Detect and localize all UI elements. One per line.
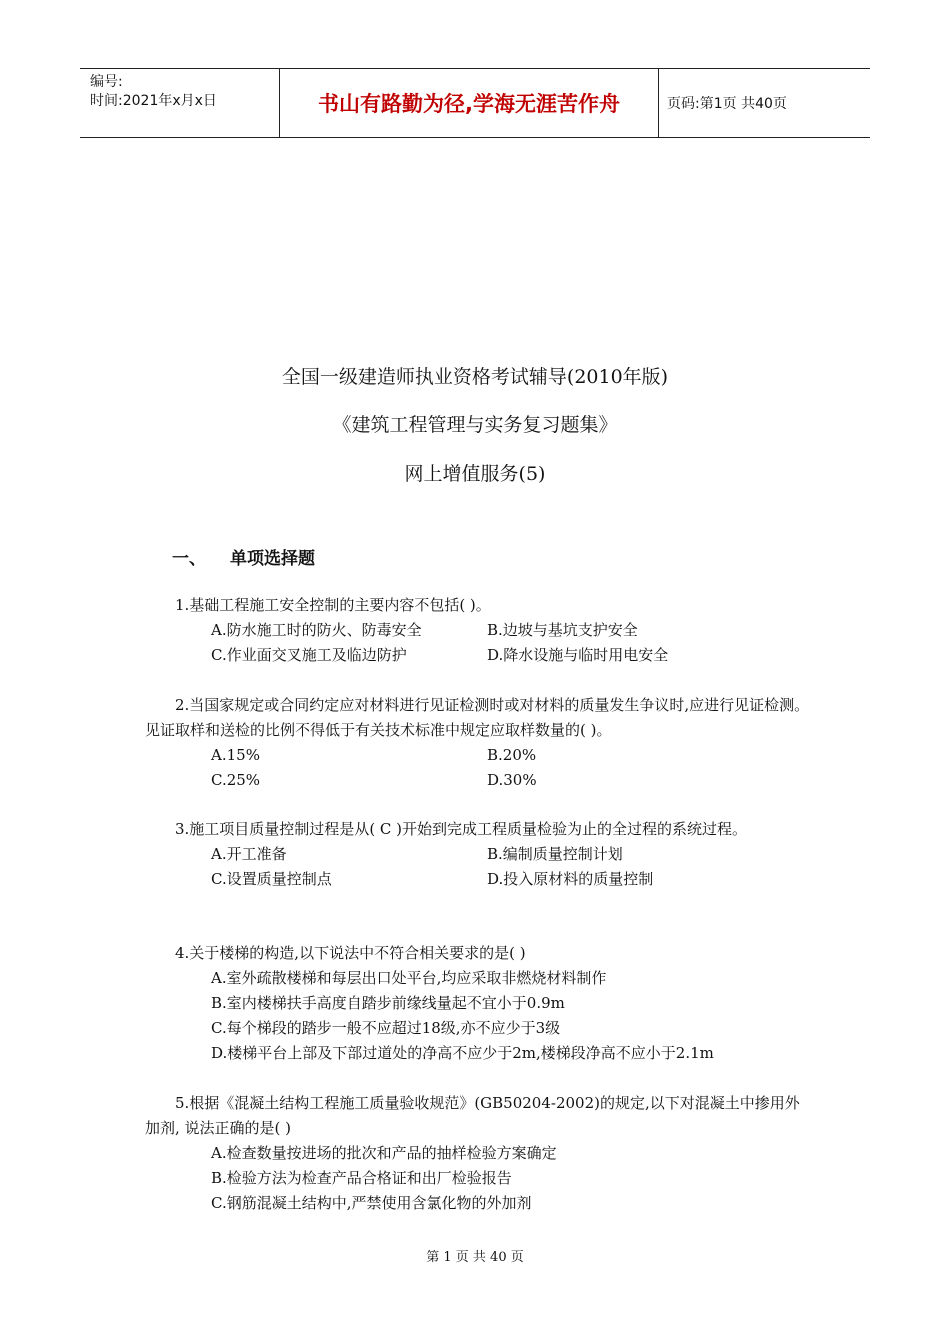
option-c: C.25%: [211, 771, 261, 789]
section-heading: [172, 544, 315, 569]
page-info: 页码:第1页 共40页: [667, 96, 787, 112]
question-stem: 5.根据《混凝土结构工程施工质量验收规范》(GB50204-2002)的规定,以下对混凝土中掺用外加剂, 说法正确的是( ): [145, 1094, 800, 1137]
page-footer: 第 1 页 共 40 页: [426, 1250, 524, 1265]
options: [145, 1141, 810, 1216]
option-c: C.作业面交叉施工及临边防护: [211, 646, 407, 664]
option-b: B.边坡与基坑支护安全: [487, 621, 638, 639]
options: [145, 966, 810, 1066]
question-4: [145, 941, 810, 1066]
question-5: [145, 1091, 810, 1216]
question-2: [145, 693, 810, 793]
options: [145, 842, 810, 892]
option-c: C.钢筋混凝土结构中,严禁使用含氯化物的外加剂: [211, 1194, 532, 1212]
title-line-3: 网上增值服务(5): [404, 463, 546, 485]
number-label: 编号:: [90, 74, 123, 90]
question-3: [145, 817, 810, 892]
option-b: B.编制质量控制计划: [487, 845, 623, 863]
option-b: B.20%: [487, 746, 537, 764]
option-a: A.室外疏散楼梯和每层出口处平台,均应采取非燃烧材料制作: [211, 969, 607, 987]
option-d: D.降水设施与临时用电安全: [487, 646, 669, 664]
option-d: D.楼梯平台上部及下部过道处的净高不应少于2m,楼梯段净高不应小于2.1m: [211, 1044, 714, 1062]
question-stem: 3.施工项目质量控制过程是从( C )开始到完成工程质量检验为止的全过程的系统过程。: [175, 820, 748, 838]
question-stem: 4.关于楼梯的构造,以下说法中不符合相关要求的是( ): [175, 944, 526, 962]
question-stem: 2.当国家规定或合同约定应对材料进行见证检测时或对材料的质量发生争议时,应进行见证检测。见证取样和送检的比例不得低于有关技术标准中规定应取样数量的( )。: [145, 696, 810, 739]
date-label: 时间:2021年x月x日: [90, 93, 217, 109]
option-b: B.室内楼梯扶手高度自踏步前缘线量起不宜小于0.9m: [211, 994, 565, 1012]
option-a: A.检查数量按进场的批次和产品的抽样检验方案确定: [211, 1144, 557, 1162]
option-b: B.检验方法为检查产品合格证和出厂检验报告: [211, 1169, 512, 1187]
options: [145, 618, 810, 668]
option-d: D.30%: [487, 771, 537, 789]
option-c: C.每个梯段的踏步一般不应超过18级,亦不应少于3级: [211, 1019, 561, 1037]
section-number: 一、: [172, 549, 206, 569]
option-a: A.15%: [211, 746, 260, 764]
section-label: 单项选择题: [230, 549, 315, 569]
question-1: [145, 593, 810, 668]
document-header: [80, 68, 870, 138]
question-stem: 1.基础工程施工安全控制的主要内容不包括( )。: [175, 596, 491, 614]
option-c: C.设置质量控制点: [211, 870, 332, 888]
option-d: D.投入原材料的质量控制: [487, 870, 654, 888]
title-line-1: 全国一级建造师执业资格考试辅导(2010年版): [281, 366, 669, 388]
header-meta: [80, 69, 280, 137]
option-a: A.开工准备: [211, 845, 287, 863]
motto: 书山有路勤为径,学海无涯苦作舟: [280, 69, 659, 137]
title-line-2: 《建筑工程管理与实务复习题集》: [332, 414, 618, 436]
option-a: A.防水施工时的防火、防毒安全: [211, 621, 422, 639]
options: [145, 743, 810, 793]
